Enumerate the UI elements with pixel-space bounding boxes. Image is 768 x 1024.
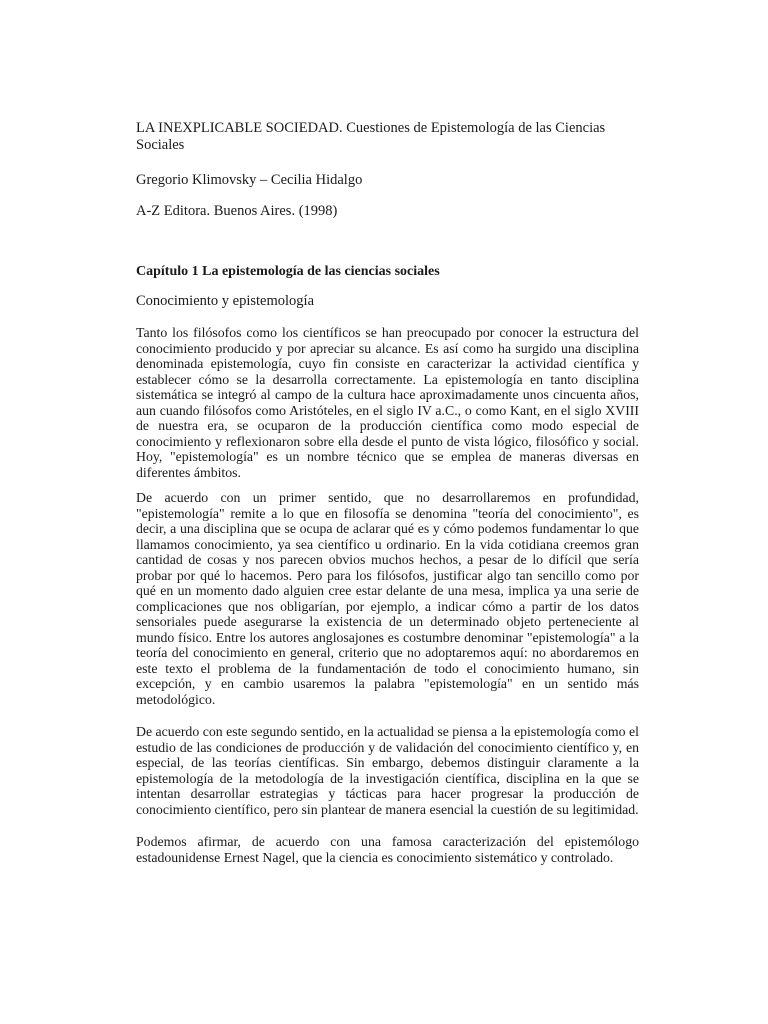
document-page bbox=[136, 120, 639, 865]
publisher-line: A-Z Editora. Buenos Aires. (1998) bbox=[136, 203, 338, 219]
section-title: Conocimiento y epistemología bbox=[136, 293, 315, 309]
body-paragraph-3: De acuerdo con este segundo sentido, en la actualidad se piensa a la epistemología como el estudio de las condiciones de producción y de validación del conocimiento científico y, en especial, de las teorías científicas. Sin embargo, debemos distinguir claramente a la epistemología de la metodología de la investigación científica, disciplina en la que se intentan desarrollar estrategias y tácticas para hacer progresar la producción de conocimiento científico, pero sin plantear de manera esencial la cuestión de su legitimidad. bbox=[136, 724, 639, 817]
body-paragraph-4: Podemos afirmar, de acuerdo con una famosa caracterización del epistemólogo estadounidense Ernest Nagel, que la ciencia es conocimiento sistemático y controlado. bbox=[136, 834, 639, 865]
chapter-title: Capítulo 1 La epistemología de las ciencias sociales bbox=[136, 264, 440, 279]
body-paragraph-1: Tanto los filósofos como los científicos se han preocupado por conocer la estructura del conocimiento producido y por apreciar su alcance. Es así como ha surgido una disciplina denominada epistemología, cuyo fin consiste en caracterizar la actividad científica y establecer cómo se la desarrolla correctamente. La epistemología en tanto disciplina sistemática se integró al campo de la cultura hace aproximadamente unos cincuenta años, aun cuando filósofos como Aristóteles, en el siglo IV a.C., o como Kant, en el siglo XVIII de nuestra era, se ocuparon de la producción científica como modo especial de conocimiento y reflexionaron sobre ella desde el punto de vista lógico, filosófico y social. Hoy, "epistemología" es un nombre técnico que se emplea de maneras diversas en diferentes ámbitos. bbox=[136, 325, 639, 480]
body-paragraph-2: De acuerdo con un primer sentido, que no desarrollaremos en profundidad, "epistemología" remite a lo que en filosofía se denomina "teoría del conocimiento", es decir, a una disciplina que se ocupa de aclarar qué es y cómo podemos fundamentar lo que llamamos conocimiento, ya sea científico u ordinario. En la vida cotidiana creemos gran cantidad de cosas y nos parecen obvios muchos hechos, a pesar de lo difícil que sería probar por qué lo hacemos. Pero para los filósofos, justificar algo tan sencillo como por qué en un momento dado alguien cree estar delante de una mesa, implica ya una serie de complicaciones que nos obligarían, por ejemplo, a indicar cómo a partir de los datos sensoriales puede asegurarse la existencia de un determinado objeto perteneciente al mundo físico. Entre los autores anglosajones es costumbre denominar "epistemología" a la teoría del conocimiento en general, criterio que no adoptaremos aquí: no abordaremos en este texto el problema de la fundamentación de todo el conocimiento humano, sin excepción, y en cambio usaremos la palabra "epistemología" en un sentido más metodológico. bbox=[136, 490, 639, 707]
book-title: LA INEXPLICABLE SOCIEDAD. Cuestiones de Epistemología de las Ciencias Sociales bbox=[136, 120, 606, 153]
authors-line: Gregorio Klimovsky – Cecilia Hidalgo bbox=[136, 172, 363, 188]
